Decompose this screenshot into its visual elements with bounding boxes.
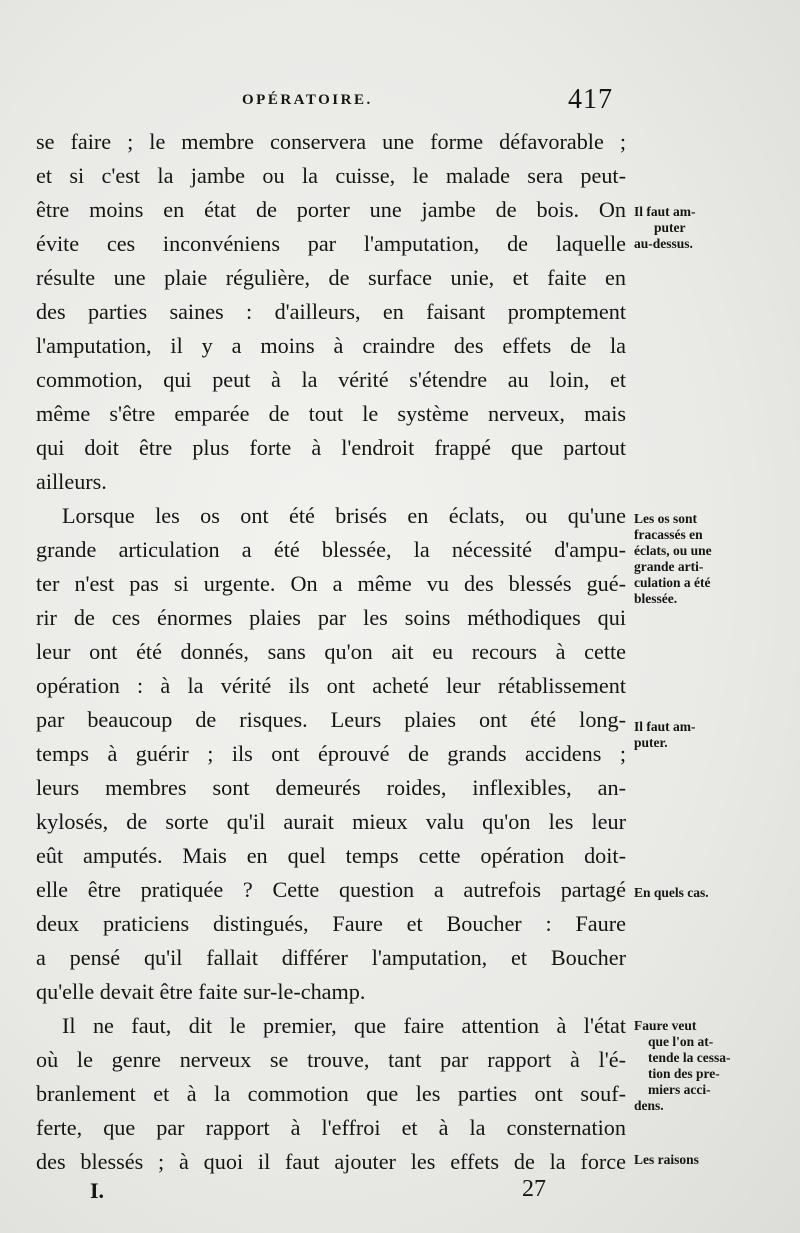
margin-note-reasons xyxy=(634,1152,699,1168)
text-line: l'amputation, il y a moins à craindre des effets de la xyxy=(36,333,626,358)
margin-note-fractured-bones xyxy=(634,511,712,607)
note-line: au-dessus. xyxy=(634,236,693,251)
margin-note-which-cases xyxy=(634,885,709,901)
page-number: 417 xyxy=(568,84,613,115)
text-line: ter n'est pas si urgente. On a même vu des blessés gué- xyxy=(36,571,626,596)
note-line: En quels cas. xyxy=(634,885,709,900)
text-line: évite ces inconvéniens par l'amputation, de laquelle xyxy=(36,231,626,256)
note-line: blessée. xyxy=(634,591,678,606)
text-line: ailleurs. xyxy=(36,469,107,494)
paragraph-start-line: Lorsque les os ont été brisés en éclats, ou qu'une xyxy=(62,503,626,528)
text-line: ferte, que par rapport à l'effroi et à la consternation xyxy=(36,1115,626,1140)
margin-note-faure xyxy=(634,1018,730,1114)
text-line: grande articulation a été blessée, la nécessité d'ampu- xyxy=(36,537,626,562)
note-line: Faure veut xyxy=(634,1018,697,1033)
note-line: puter. xyxy=(634,735,668,750)
text-line: qu'elle devait être faite sur-le-champ. xyxy=(36,979,366,1004)
text-line: temps à guérir ; ils ont éprouvé de grands accidens ; xyxy=(36,741,626,766)
note-line: miers acci- xyxy=(648,1082,711,1097)
page-footer xyxy=(0,1176,800,1216)
text-line: résulte une plaie régulière, de surface unie, et faite en xyxy=(36,265,626,290)
note-line: Les raisons xyxy=(634,1152,699,1167)
note-line: que l'on at- xyxy=(648,1034,714,1049)
text-line: se faire ; le membre conservera une forme défavorable ; xyxy=(36,129,626,154)
text-line: être moins en état de porter une jambe de bois. On xyxy=(36,197,626,222)
note-line: éclats, ou une xyxy=(634,543,712,558)
note-line: puter xyxy=(654,220,686,235)
text-line: où le genre nerveux se trouve, tant par rapport à l'é- xyxy=(36,1047,626,1072)
text-line: commotion, qui peut à la vérité s'étendre au loin, et xyxy=(36,367,626,392)
margin-note-must-amputate xyxy=(634,719,696,751)
running-head: OPÉRATOIRE. xyxy=(242,92,373,108)
note-line: culation a été xyxy=(634,575,711,590)
gathering-signature: 27 xyxy=(522,1176,546,1202)
text-line: elle être pratiquée ? Cette question a autrefois partagé xyxy=(36,877,626,902)
text-line: même s'être emparée de tout le système nerveux, mais xyxy=(36,401,626,426)
note-line: dens. xyxy=(634,1098,664,1113)
text-line: des parties saines : d'ailleurs, en faisant promptement xyxy=(36,299,626,324)
text-line: eût amputés. Mais en quel temps cette opération doit- xyxy=(36,843,626,868)
text-line: opération : à la vérité ils ont acheté leur rétablissement xyxy=(36,673,626,698)
text-line: kylosés, de sorte qu'il aurait mieux valu qu'on les leur xyxy=(36,809,626,834)
margin-note-amputate-above xyxy=(634,204,696,252)
note-line: fracassés en xyxy=(634,527,703,542)
text-line: par beaucoup de risques. Leurs plaies ont été long- xyxy=(36,707,626,732)
text-line: deux praticiens distingués, Faure et Boucher : Faure xyxy=(36,911,626,936)
note-line: Les os sont xyxy=(634,511,698,526)
paragraph-start-line: Il ne faut, dit le premier, que faire attention à l'état xyxy=(62,1013,626,1038)
main-text xyxy=(36,125,626,1179)
text-line: branlement et à la commotion que les parties ont souf- xyxy=(36,1081,626,1106)
text-line: des blessés ; à quoi il faut ajouter les effets de la force xyxy=(36,1149,626,1174)
text-line: a pensé qu'il fallait différer l'amputation, et Boucher xyxy=(36,945,626,970)
note-line: tion des pre- xyxy=(648,1066,720,1081)
volume-signature: I. xyxy=(90,1178,105,1203)
text-line: leur ont été donnés, sans qu'on ait eu recours à cette xyxy=(36,639,626,664)
note-line: grande arti- xyxy=(634,559,704,574)
text-line: et si c'est la jambe ou la cuisse, le malade sera peut- xyxy=(36,163,626,188)
text-line: leurs membres sont demeurés roides, inflexibles, an- xyxy=(36,775,626,800)
page-header xyxy=(0,84,800,118)
note-line: tende la cessa- xyxy=(648,1050,731,1065)
note-line: Il faut am- xyxy=(634,204,696,219)
text-line: qui doit être plus forte à l'endroit frappé que partout xyxy=(36,435,626,460)
note-line: Il faut am- xyxy=(634,719,696,734)
text-line: rir de ces énormes plaies par les soins méthodiques qui xyxy=(36,605,626,630)
